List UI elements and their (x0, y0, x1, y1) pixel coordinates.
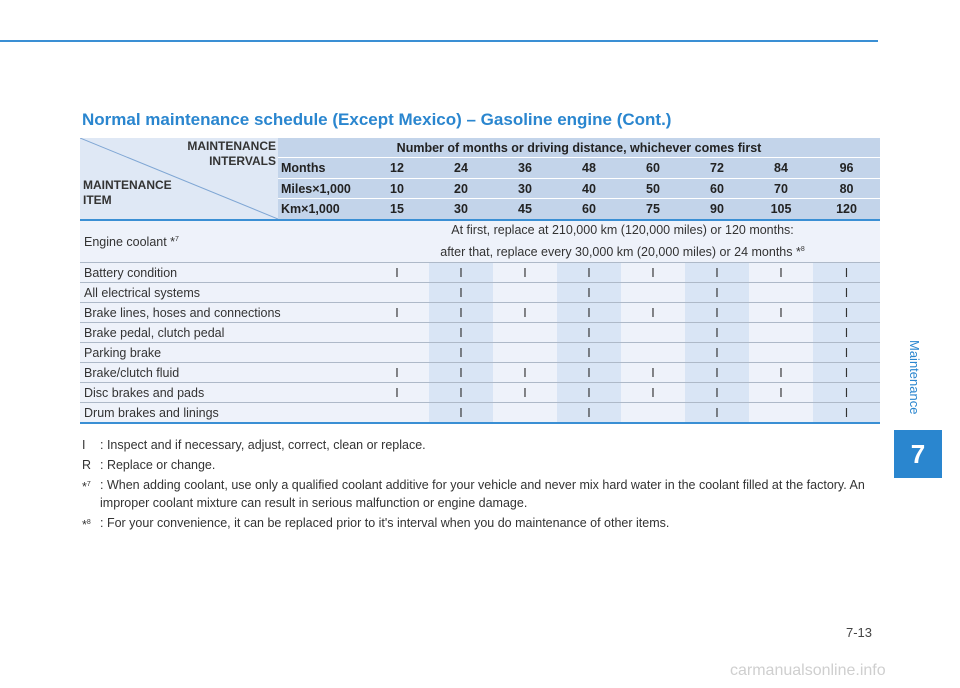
notes-section (82, 436, 872, 536)
item-name: Engine coolant *$^7$ (80, 220, 365, 263)
inspection-mark: I (557, 263, 621, 283)
header-interval-value: 120 (813, 199, 880, 220)
item-name: Battery condition (80, 263, 365, 283)
header-interval-value: 36 (493, 158, 557, 179)
inspection-mark: I (621, 363, 685, 383)
inspection-mark (493, 343, 557, 363)
inspection-mark: I (365, 263, 429, 283)
note-text: : Replace or change. (100, 458, 216, 472)
header-interval-value: 90 (685, 199, 749, 220)
inspection-mark: I (813, 323, 880, 343)
header-row-label: Months (278, 158, 365, 179)
header-interval-value: 30 (429, 199, 493, 220)
header-interval-value: 84 (749, 158, 813, 179)
header-interval-value: 20 (429, 178, 493, 199)
coolant-note-line: after that, replace every 30,000 km (20,000 miles) or 24 months *$^8$ (440, 245, 805, 260)
inspection-mark (365, 283, 429, 303)
inspection-mark: I (557, 283, 621, 303)
inspection-mark: I (365, 363, 429, 383)
inspection-mark: I (685, 323, 749, 343)
maintenance-table (80, 138, 880, 424)
item-name: All electrical systems (80, 283, 365, 303)
header-row-label: Km×1,000 (278, 199, 365, 220)
inspection-mark: I (685, 263, 749, 283)
note-item (82, 476, 872, 512)
inspection-mark: I (621, 303, 685, 323)
note-key: *$^7$ (82, 480, 91, 495)
inspection-mark: I (749, 303, 813, 323)
inspection-mark: I (429, 363, 493, 383)
inspection-mark: I (685, 363, 749, 383)
inspection-mark: I (749, 363, 813, 383)
inspection-mark: I (749, 383, 813, 403)
inspection-mark: I (557, 363, 621, 383)
item-name: Parking brake (80, 343, 365, 363)
inspection-mark (493, 403, 557, 424)
header-span-text: Number of months or driving distance, whichever comes first (278, 138, 880, 158)
inspection-mark (621, 403, 685, 424)
table-row (80, 383, 880, 403)
note-key: R (82, 458, 92, 472)
inspection-mark (749, 323, 813, 343)
header-interval-value: 80 (813, 178, 880, 199)
watermark: carmanualsonline.info (730, 662, 886, 679)
header-interval-value: 70 (749, 178, 813, 199)
inspection-mark: I (557, 323, 621, 343)
item-name: Brake lines, hoses and connections (80, 303, 365, 323)
header-interval-value: 96 (813, 158, 880, 179)
coolant-interval-note (365, 220, 880, 263)
item-name: Drum brakes and linings (80, 403, 365, 424)
item-name: Disc brakes and pads (80, 383, 365, 403)
inspection-mark (621, 283, 685, 303)
header-interval-value: 75 (621, 199, 685, 220)
inspection-mark: I (429, 343, 493, 363)
item-name: Brake/clutch fluid (80, 363, 365, 383)
table-row (80, 323, 880, 343)
inspection-mark: I (429, 263, 493, 283)
header-interval-value: 60 (685, 178, 749, 199)
header-interval-value: 10 (365, 178, 429, 199)
inspection-mark: I (621, 383, 685, 403)
footnote-ref: 7 (175, 235, 179, 243)
table-row (80, 343, 880, 363)
inspection-mark (749, 403, 813, 424)
header-interval-value: 40 (557, 178, 621, 199)
inspection-mark: I (685, 403, 749, 424)
header-interval-value: 72 (685, 158, 749, 179)
inspection-mark (365, 403, 429, 424)
inspection-mark (749, 343, 813, 363)
page-number: 7-13 (846, 625, 873, 640)
inspection-mark: I (685, 283, 749, 303)
table-row (80, 403, 880, 424)
header-interval-value: 45 (493, 199, 557, 220)
inspection-mark: I (429, 383, 493, 403)
header-interval-value: 30 (493, 178, 557, 199)
side-section-label: Maintenance (907, 340, 922, 415)
table-row (80, 303, 880, 323)
inspection-mark: I (557, 343, 621, 363)
inspection-mark: I (813, 263, 880, 283)
inspection-mark: I (813, 403, 880, 424)
inspection-mark: I (621, 263, 685, 283)
inspection-mark: I (813, 363, 880, 383)
note-item (82, 456, 872, 474)
coolant-note-line: At first, replace at 210,000 km (120,000 miles) or 120 months: (451, 223, 794, 237)
header-interval-value: 105 (749, 199, 813, 220)
header-interval-value: 48 (557, 158, 621, 179)
inspection-mark (493, 323, 557, 343)
note-item (82, 436, 872, 454)
header-row-label: Miles×1,000 (278, 178, 365, 199)
note-text: : When adding coolant, use only a qualified coolant additive for your vehicle and never mix hard water in the coolant filled at the factory. An improper coolant mixture can result in serious malfunction or engine damage. (100, 478, 865, 510)
inspection-mark: I (813, 383, 880, 403)
header-interval-value: 15 (365, 199, 429, 220)
inspection-mark: I (749, 263, 813, 283)
inspection-mark (749, 283, 813, 303)
inspection-mark: I (429, 403, 493, 424)
inspection-mark: I (365, 383, 429, 403)
inspection-mark: I (685, 383, 749, 403)
inspection-mark: I (493, 363, 557, 383)
header-span-row (80, 138, 880, 158)
inspection-mark: I (813, 303, 880, 323)
header-interval-value: 60 (557, 199, 621, 220)
table-row (80, 363, 880, 383)
header-interval-value: 60 (621, 158, 685, 179)
note-key: *$^8$ (82, 518, 91, 533)
inspection-mark: I (429, 283, 493, 303)
inspection-mark: I (557, 403, 621, 424)
corner-intervals-label: MAINTENANCE INTERVALS (187, 139, 276, 168)
note-key: I (82, 438, 86, 452)
inspection-mark (365, 323, 429, 343)
footnote-number: 7 (86, 481, 91, 488)
header-interval-value: 12 (365, 158, 429, 179)
inspection-mark: I (685, 303, 749, 323)
corner-item-label: MAINTENANCE ITEM (83, 178, 172, 207)
table-row (80, 283, 880, 303)
inspection-mark: I (493, 303, 557, 323)
page-title: Normal maintenance schedule (Except Mexico) – Gasoline engine (Cont.) (82, 110, 672, 129)
inspection-mark: I (365, 303, 429, 323)
inspection-mark (621, 323, 685, 343)
header-corner (80, 138, 278, 220)
inspection-mark: I (493, 263, 557, 283)
inspection-mark (493, 283, 557, 303)
inspection-mark: I (557, 383, 621, 403)
footnote-number: 8 (86, 519, 91, 526)
item-name: Brake pedal, clutch pedal (80, 323, 365, 343)
table-row (80, 263, 880, 283)
inspection-mark: I (813, 343, 880, 363)
top-rule (0, 40, 878, 42)
table-row (80, 220, 880, 263)
note-item (82, 514, 872, 534)
header-interval-value: 50 (621, 178, 685, 199)
inspection-mark (621, 343, 685, 363)
inspection-mark (365, 343, 429, 363)
note-text: : Inspect and if necessary, adjust, correct, clean or replace. (100, 438, 426, 452)
inspection-mark: I (813, 283, 880, 303)
chapter-badge: 7 (894, 430, 942, 478)
note-text: : For your convenience, it can be replaced prior to it's interval when you do maintenance of other items. (100, 516, 670, 530)
inspection-mark: I (429, 323, 493, 343)
inspection-mark: I (493, 383, 557, 403)
header-interval-value: 24 (429, 158, 493, 179)
footnote-ref: 8 (800, 246, 805, 253)
inspection-mark: I (685, 343, 749, 363)
inspection-mark: I (429, 303, 493, 323)
inspection-mark: I (557, 303, 621, 323)
